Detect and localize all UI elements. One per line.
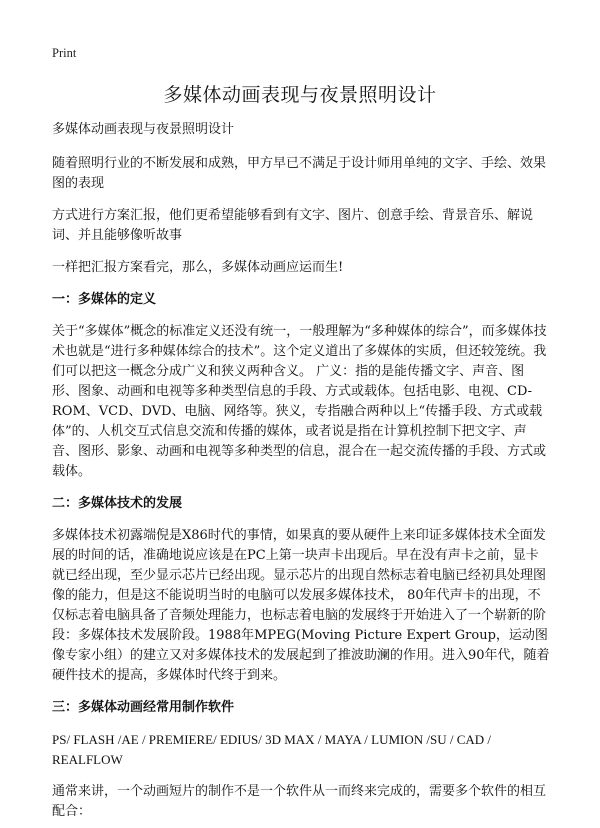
article-body bbox=[52, 120, 550, 822]
section-body-software: 通常来讲，一个动画短片的制作不是一个软件从一而终来完成的，需要多个软件的相互配合： bbox=[52, 784, 547, 819]
print-link[interactable]: Print bbox=[52, 46, 77, 60]
article-subtitle: 多媒体动画表现与夜景照明设计 bbox=[52, 122, 235, 137]
intro-paragraph-3: 一样把汇报方案看完，那么，多媒体动画应运而生! bbox=[52, 260, 344, 275]
section-body-definition: 关于“多媒体”概念的标准定义还没有统一，一般理解为“多种媒体的综合”，而多媒体技术也就是“进行多种媒体综合的技术”。这个定义道出了多媒体的实质，但还较笼统。我们可以把这一概念分成广义和狭义两种含义。 广义：指的是能传播文字、声音、图形、图象、动画和电视等多种类型信息的手段、方式或载体。包括电影、电视、CD-ROM、VCD、DVD、电脑、网络等。狭义，专指融合两种以上“传播手段、方式或载体”的、人机交互式信息交流和传播的媒体，或者说是指在计算机控制下把文字、声音、图形、影象、动画和电视等多种类型的信息，混合在一起交流传播的手段、方式或载体。 bbox=[52, 324, 547, 479]
section-heading-software: 三：多媒体动画经常用制作软件 bbox=[52, 700, 235, 715]
section-heading-development: 二：多媒体技术的发展 bbox=[52, 496, 183, 511]
section-body-development: 多媒体技术初露端倪是X86时代的事情，如果真的要从硬件上来印证多媒体技术全面发展的时间的话，准确地说应该是在PC上第一块声卡出现后。早在没有声卡之前，显卡就已经出现，至少显示芯片已经出现。显示芯片的出现自然标志着电脑已经初具处理图像的能力，但是这不能说明当时的电脑可以发展多媒体技术， 80年代声卡的出现，不仅标志着电脑具备了音频处理能力，也标志着电脑的发展终于开始进入了一个崭新的阶段：多媒体技术发展阶段。1988年MPEG(Moving Picture Expert Group，运动图像专家小组）的建立又对多媒体技术的发展起到了推波助澜的作用。进入90年代，随着硬件技术的提高，多媒体时代终于到来。 bbox=[52, 528, 550, 683]
software-list: PS/ FLASH /AE / PREMIERE/ EDIUS/ 3D MAX / MAYA / LUMION /SU / CAD / REALFLOW bbox=[52, 732, 492, 767]
intro-paragraph-2: 方式进行方案汇报，他们更希望能够看到有文字、图片、创意手绘、背景音乐、解说词、并且能够像听故事 bbox=[52, 208, 534, 243]
section-heading-definition: 一：多媒体的定义 bbox=[52, 292, 157, 307]
intro-paragraph-1: 随着照明行业的不断发展和成熟，甲方早已不满足于设计师用单纯的文字、手绘、效果图的表现 bbox=[52, 156, 547, 191]
page-title: 多媒体动画表现与夜景照明设计 bbox=[163, 84, 437, 106]
